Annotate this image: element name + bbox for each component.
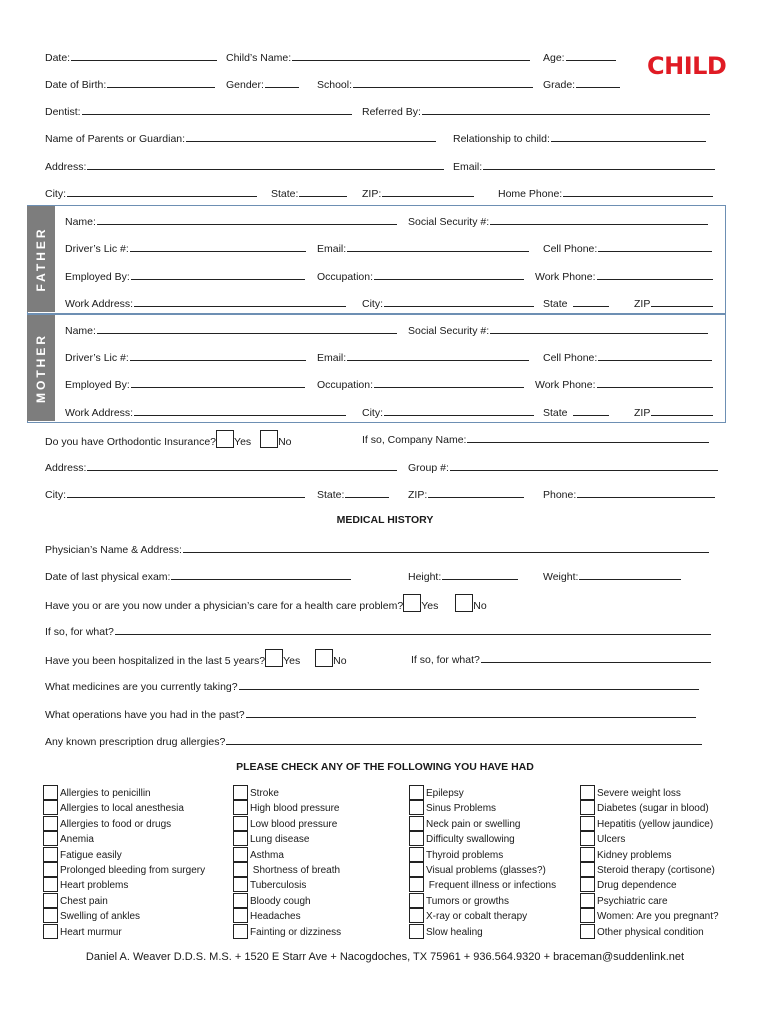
checklist-item-label: Allergies to penicillin: [60, 788, 151, 800]
checkbox[interactable]: [580, 831, 595, 846]
mother-employed-field[interactable]: Employed By:: [65, 376, 305, 391]
checklist-item[interactable]: [233, 894, 311, 909]
checklist-item-label: Sinus Problems: [426, 803, 497, 815]
checkbox[interactable]: [409, 908, 424, 923]
father-lic-field[interactable]: Driver’s Lic #:: [65, 240, 306, 255]
checkbox[interactable]: [233, 800, 248, 815]
checklist-item-label: Drug dependence: [597, 880, 677, 892]
checklist-item[interactable]: [580, 801, 709, 816]
father-work-address-field[interactable]: Work Address:: [65, 295, 346, 310]
checkbox[interactable]: [580, 924, 595, 939]
father-email-field[interactable]: Email:: [317, 240, 529, 255]
checklist-item[interactable]: [580, 909, 719, 924]
checklist-item-label: Allergies to local anesthesia: [60, 803, 184, 815]
father-work-phone-field[interactable]: Work Phone:: [535, 268, 713, 283]
hosp-no-checkbox[interactable]: [315, 649, 333, 667]
allergies-field[interactable]: Any known prescription drug allergies?: [45, 733, 702, 748]
checklist-item-label: Lung disease: [250, 834, 310, 846]
insurance-no-checkbox[interactable]: [260, 430, 278, 448]
email-field[interactable]: Email:: [453, 158, 715, 173]
checklist-item-label: Low blood pressure: [250, 818, 338, 830]
gender-field[interactable]: Gender:: [226, 76, 299, 91]
checkbox[interactable]: [580, 877, 595, 892]
checklist-item[interactable]: [43, 848, 122, 863]
father-occupation-field[interactable]: Occupation:: [317, 268, 524, 283]
checkbox[interactable]: [409, 877, 424, 892]
checklist-item[interactable]: [409, 894, 509, 909]
mother-ssn-field[interactable]: Social Security #:: [408, 322, 708, 337]
checklist-item-label: Other physical condition: [597, 926, 704, 938]
checklist-item[interactable]: [580, 817, 713, 832]
physician-care-question: Have you or are you now under a physician’s care for a health care problem? Yes No: [45, 594, 487, 612]
checklist-item[interactable]: [43, 832, 94, 847]
checklist-item[interactable]: [43, 894, 108, 909]
checklist-item[interactable]: [233, 801, 340, 816]
father-name-field[interactable]: Name:: [65, 213, 397, 228]
checkbox[interactable]: [580, 862, 595, 877]
checklist-item[interactable]: [43, 909, 140, 924]
insurance-company-field[interactable]: If so, Company Name:: [362, 431, 709, 446]
physician-field[interactable]: Physician’s Name & Address:: [45, 541, 709, 556]
checklist-item[interactable]: [233, 786, 279, 801]
checklist-item[interactable]: [233, 832, 310, 847]
checklist-item[interactable]: [409, 878, 556, 893]
checklist-item-label: Stroke: [250, 788, 279, 800]
checklist-item[interactable]: [43, 801, 184, 816]
medical-history-title: MEDICAL HISTORY: [336, 514, 434, 526]
checkbox[interactable]: [580, 893, 595, 908]
hosp-if-so-field[interactable]: If so, for what?: [411, 651, 711, 666]
checklist-item[interactable]: [409, 863, 546, 878]
dob-field[interactable]: Date of Birth:: [45, 76, 215, 91]
checklist-item[interactable]: [43, 786, 151, 801]
city-field[interactable]: City:: [45, 185, 257, 200]
checklist-item-label: Diabetes (sugar in blood): [597, 803, 709, 815]
care-if-so-field[interactable]: If so, for what?: [45, 623, 711, 638]
checkbox[interactable]: [580, 847, 595, 862]
checkbox[interactable]: [43, 924, 58, 939]
checklist-item-label: Slow healing: [426, 926, 483, 938]
zip-field[interactable]: ZIP:: [362, 185, 474, 200]
checkbox[interactable]: [43, 831, 58, 846]
checklist-item-label: Psychiatric care: [597, 895, 668, 907]
child-name-field[interactable]: Child’s Name:: [226, 49, 530, 64]
checkbox[interactable]: [409, 847, 424, 862]
checkbox[interactable]: [580, 816, 595, 831]
checklist-item[interactable]: [409, 786, 464, 801]
insurance-zip-field[interactable]: ZIP:: [408, 486, 524, 501]
practice-footer: Daniel A. Weaver D.D.S. M.S. + 1520 E Starr Ave + Nacogdoches, TX 75961 + 936.564.9320 + braceman@suddenlink.net: [85, 951, 685, 963]
checkbox[interactable]: [43, 785, 58, 800]
insurance-state-field[interactable]: State:: [317, 486, 389, 501]
checklist-item[interactable]: [409, 832, 515, 847]
checkbox[interactable]: [43, 908, 58, 923]
checklist-item[interactable]: [409, 848, 503, 863]
medicines-field[interactable]: What medicines are you currently taking?: [45, 678, 699, 693]
checklist-item-label: X-ray or cobalt therapy: [426, 911, 528, 923]
mother-work-address-field[interactable]: Work Address:: [65, 404, 346, 419]
hospitalized-question: Have you been hospitalized in the last 5 years? Yes No: [45, 649, 347, 667]
father-side-label: FATHER: [27, 206, 55, 312]
checklist-item-label: Asthma: [250, 849, 284, 861]
insurance-question: Do you have Orthodontic Insurance? Yes No: [45, 430, 292, 448]
checklist-item-label: Allergies to food or drugs: [60, 818, 172, 830]
checklist-item-label: Hepatitis (yellow jaundice): [597, 818, 714, 830]
checkbox[interactable]: [233, 893, 248, 908]
checklist-item[interactable]: [580, 832, 625, 847]
checklist-item[interactable]: [409, 925, 483, 940]
checkbox[interactable]: [233, 816, 248, 831]
checklist-item-label: Bloody cough: [250, 895, 311, 907]
checklist-item-label: Anemia: [60, 834, 94, 846]
child-badge: CHILD: [647, 52, 727, 80]
insurance-group-field[interactable]: Group #:: [408, 459, 718, 474]
father-employed-field[interactable]: Employed By:: [65, 268, 305, 283]
dentist-field[interactable]: Dentist:: [45, 103, 352, 118]
insurance-phone-field[interactable]: Phone:: [543, 486, 715, 501]
checklist-item-label: Shortness of breath: [250, 865, 341, 877]
care-yes-checkbox[interactable]: [403, 594, 421, 612]
relationship-field[interactable]: Relationship to child:: [453, 130, 706, 145]
checkbox[interactable]: [409, 816, 424, 831]
mother-zip-field[interactable]: ZIP: [634, 404, 713, 419]
height-field[interactable]: Height:: [408, 568, 518, 583]
checklist-item-label: Tumors or growths: [426, 895, 509, 907]
checklist-item-label: Ulcers: [597, 834, 626, 846]
checklist-item[interactable]: [233, 909, 301, 924]
checkbox[interactable]: [580, 800, 595, 815]
checklist-item[interactable]: [43, 817, 171, 832]
father-cell-field[interactable]: Cell Phone:: [543, 240, 712, 255]
age-field[interactable]: Age:: [543, 49, 616, 64]
checkbox[interactable]: [233, 831, 248, 846]
checkbox[interactable]: [409, 785, 424, 800]
checklist-item-label: Heart murmur: [60, 926, 122, 938]
checklist-item[interactable]: [580, 925, 704, 940]
insurance-yes-checkbox[interactable]: [216, 430, 234, 448]
address-field[interactable]: Address:: [45, 158, 444, 173]
checklist-item[interactable]: [233, 863, 340, 878]
checkbox[interactable]: [43, 800, 58, 815]
checkbox[interactable]: [233, 785, 248, 800]
mother-occupation-field[interactable]: Occupation:: [317, 376, 524, 391]
checkbox[interactable]: [233, 924, 248, 939]
last-exam-field[interactable]: Date of last physical exam:: [45, 568, 351, 583]
father-state-field[interactable]: State: [543, 295, 609, 310]
checkbox[interactable]: [233, 908, 248, 923]
checkbox[interactable]: [233, 847, 248, 862]
insurance-address-field[interactable]: Address:: [45, 459, 397, 474]
parents-field[interactable]: Name of Parents or Guardian:: [45, 130, 436, 145]
checklist-item-label: Neck pain or swelling: [426, 818, 521, 830]
mother-side-label: MOTHER: [27, 315, 55, 421]
checkbox[interactable]: [43, 847, 58, 862]
checklist-item[interactable]: [580, 863, 715, 878]
checklist-item-label: Visual problems (glasses?): [426, 865, 546, 877]
checkbox[interactable]: [43, 877, 58, 892]
checklist-item[interactable]: [43, 925, 122, 940]
checklist-item-label: Fainting or dizziness: [250, 926, 342, 938]
mother-cell-field[interactable]: Cell Phone:: [543, 349, 712, 364]
checklist-item-label: High blood pressure: [250, 803, 340, 815]
checkbox[interactable]: [580, 908, 595, 923]
checklist-item-label: Chest pain: [60, 895, 108, 907]
checklist-item-label: Heart problems: [60, 880, 129, 892]
checkbox[interactable]: [43, 816, 58, 831]
checklist-item[interactable]: [580, 878, 677, 893]
checklist-item[interactable]: [43, 863, 205, 878]
checklist-item-label: Swelling of ankles: [60, 911, 141, 923]
weight-field[interactable]: Weight:: [543, 568, 681, 583]
father-zip-field[interactable]: ZIP: [634, 295, 713, 310]
mother-email-field[interactable]: Email:: [317, 349, 529, 364]
mother-state-field[interactable]: State: [543, 404, 609, 419]
checkbox[interactable]: [409, 862, 424, 877]
insurance-city-field[interactable]: City:: [45, 486, 305, 501]
checkbox[interactable]: [233, 862, 248, 877]
checkbox[interactable]: [580, 785, 595, 800]
checklist-item[interactable]: [233, 848, 284, 863]
mother-name-field[interactable]: Name:: [65, 322, 397, 337]
checklist-item-label: Severe weight loss: [597, 788, 681, 800]
checkbox[interactable]: [409, 831, 424, 846]
hosp-yes-checkbox[interactable]: [265, 649, 283, 667]
checklist-item[interactable]: [233, 817, 337, 832]
checkbox[interactable]: [43, 893, 58, 908]
checkbox[interactable]: [409, 893, 424, 908]
checklist-item-label: Frequent illness or infections: [426, 880, 557, 892]
care-no-checkbox[interactable]: [455, 594, 473, 612]
state-field[interactable]: State:: [271, 185, 347, 200]
school-field[interactable]: School:: [317, 76, 533, 91]
checklist-item-label: Women: Are you pregnant?: [597, 911, 719, 923]
mother-city-field[interactable]: City:: [362, 404, 534, 419]
home-phone-field[interactable]: Home Phone:: [498, 185, 713, 200]
checklist-title: PLEASE CHECK ANY OF THE FOLLOWING YOU HAVE HAD: [236, 761, 534, 773]
checkbox[interactable]: [43, 862, 58, 877]
mother-work-phone-field[interactable]: Work Phone:: [535, 376, 713, 391]
checklist-item[interactable]: [580, 894, 668, 909]
checklist-item-label: Headaches: [250, 911, 301, 923]
checklist-item-label: Prolonged bleeding from surgery: [60, 865, 206, 877]
checklist-item-label: Kidney problems: [597, 849, 672, 861]
operations-field[interactable]: What operations have you had in the past?: [45, 706, 696, 721]
date-field[interactable]: Date:: [45, 49, 217, 64]
grade-field[interactable]: Grade:: [543, 76, 620, 91]
checklist-item[interactable]: [580, 848, 671, 863]
checkbox[interactable]: [409, 924, 424, 939]
checklist-item[interactable]: [409, 801, 496, 816]
checklist-item-label: Tuberculosis: [250, 880, 307, 892]
checklist-item-label: Thyroid problems: [426, 849, 504, 861]
father-city-field[interactable]: City:: [362, 295, 534, 310]
mother-lic-field[interactable]: Driver’s Lic #:: [65, 349, 306, 364]
checklist-item[interactable]: [233, 878, 306, 893]
referred-by-field[interactable]: Referred By:: [362, 103, 710, 118]
checkbox[interactable]: [409, 800, 424, 815]
checklist-item-label: Fatigue easily: [60, 849, 122, 861]
checklist-item-label: Epilepsy: [426, 788, 464, 800]
father-ssn-field[interactable]: Social Security #:: [408, 213, 708, 228]
checkbox[interactable]: [233, 877, 248, 892]
checklist-item-label: Difficulty swallowing: [426, 834, 515, 846]
checklist-item[interactable]: [43, 878, 128, 893]
checklist-item[interactable]: [233, 925, 341, 940]
checklist-item[interactable]: [409, 909, 527, 924]
checklist-item-label: Steroid therapy (cortisone): [597, 865, 715, 877]
checklist-item[interactable]: [580, 786, 681, 801]
checklist-item[interactable]: [409, 817, 521, 832]
